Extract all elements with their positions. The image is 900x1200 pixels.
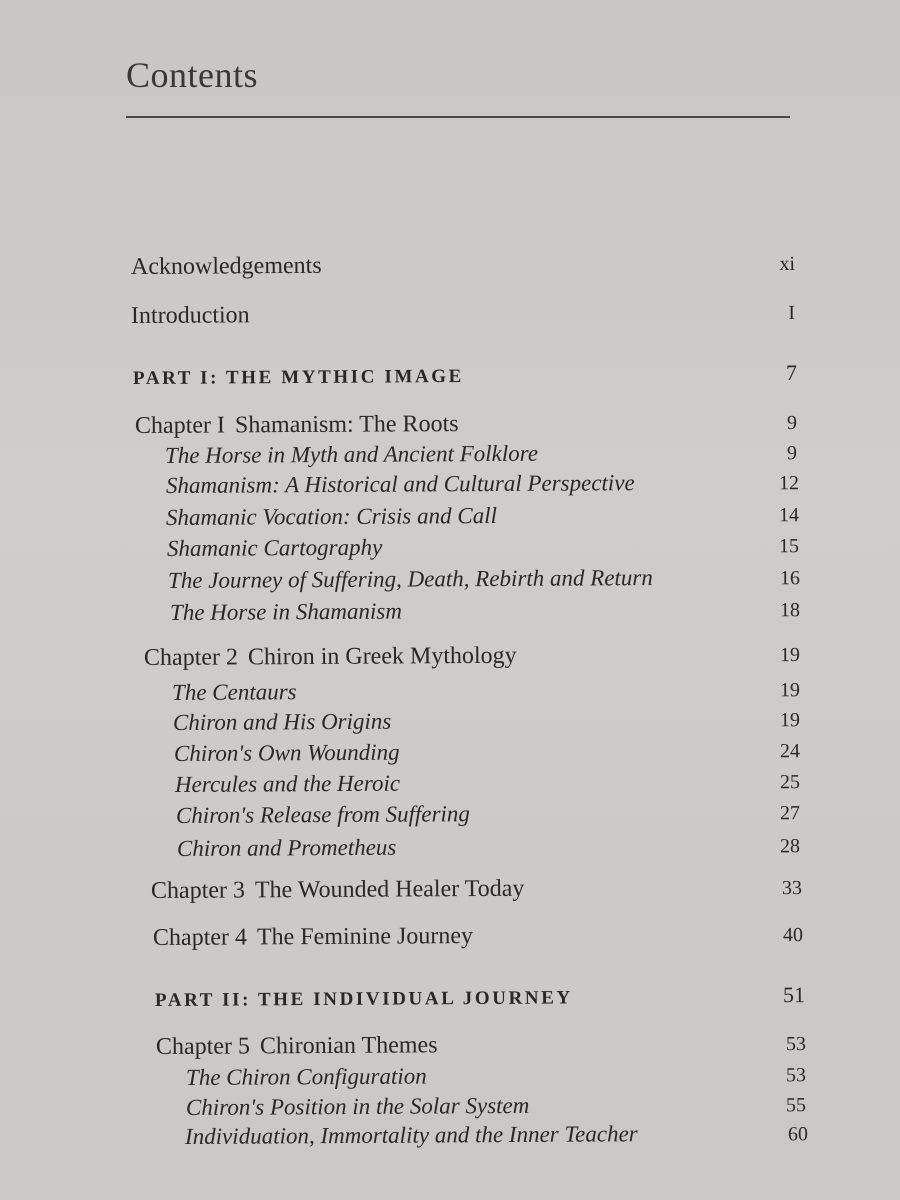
entry-title: Individuation, Immortality and the Inner Teacher	[184, 1121, 638, 1149]
chapter-number: 5	[237, 1033, 251, 1060]
chapter-number: I	[216, 412, 226, 439]
entry-title: Shamanic Cartography	[166, 534, 383, 561]
chapter-number: 3	[232, 877, 246, 904]
entry-title: The Journey of Suffering, Death, Rebirth and Return	[167, 565, 653, 593]
page-number: 19	[779, 643, 801, 667]
entry-title: Chiron's Own Wounding	[173, 739, 400, 766]
entry-title: Chiron and Prometheus	[176, 834, 397, 861]
part-heading	[133, 360, 797, 390]
section-entry	[176, 799, 800, 829]
toc-entry	[131, 250, 795, 281]
title-rule	[126, 116, 790, 118]
chapter-prefix: Chapter	[150, 877, 228, 904]
section-entry	[186, 1091, 806, 1121]
entry-title: Chiron's Release from Suffering	[175, 801, 470, 828]
entry-title	[156, 1032, 438, 1061]
page-number: 53	[785, 1033, 807, 1056]
page-number: 9	[786, 411, 798, 435]
page-number: 40	[782, 924, 804, 947]
page-number: 19	[779, 679, 801, 702]
section-entry	[177, 832, 800, 862]
page-number: 55	[785, 1094, 807, 1117]
chapter-entry	[156, 1030, 806, 1061]
section-entry	[170, 596, 800, 626]
section-entry	[172, 676, 800, 706]
entry-title: PART I: THE MYTHIC IMAGE	[132, 365, 465, 389]
entry-title: PART II: THE INDIVIDUAL JOURNEY	[154, 987, 573, 1011]
entry-title: Shamanic Vocation: Crisis and Call	[165, 502, 498, 530]
entry-title	[144, 643, 517, 672]
page-number: 19	[779, 709, 801, 732]
section-entry	[167, 532, 799, 562]
entry-title: Chiron's Position in the Solar System	[185, 1092, 530, 1120]
entry-title: Hercules and the Heroic	[174, 770, 401, 797]
page-number: 28	[779, 835, 801, 858]
chapter-title: The Feminine Journey	[256, 923, 474, 951]
page-number: 25	[779, 771, 801, 794]
page-number: xi	[779, 252, 796, 276]
entry-title: The Chiron Configuration	[185, 1063, 427, 1090]
section-entry	[173, 706, 800, 736]
page-number: 53	[785, 1064, 807, 1087]
page-number: 16	[779, 567, 801, 590]
page-number: 24	[779, 740, 801, 763]
section-entry	[174, 737, 800, 767]
section-entry	[175, 768, 800, 798]
entry-title: The Horse in Shamanism	[169, 598, 402, 625]
page-number: 18	[779, 599, 801, 622]
toc-entry	[131, 299, 795, 330]
page-number: 9	[786, 442, 798, 465]
chapter-prefix: Chapter	[152, 924, 230, 951]
chapter-title: Chironian Themes	[259, 1032, 438, 1060]
page-number: 14	[778, 504, 800, 527]
entry-title	[153, 923, 473, 952]
chapter-title: Shamanism: The Roots	[234, 411, 459, 439]
entry-title: The Horse in Myth and Ancient Folklore	[164, 440, 539, 468]
section-entry	[186, 1061, 806, 1091]
entry-title: The Centaurs	[171, 679, 297, 705]
section-entry	[168, 564, 800, 594]
section-entry	[165, 439, 797, 469]
part-heading	[155, 982, 805, 1012]
page-number: 7	[785, 359, 798, 386]
chapter-number: 2	[225, 644, 239, 671]
chapter-prefix: Chapter	[155, 1033, 233, 1060]
page-number: I	[788, 301, 796, 324]
page-title: Contents	[126, 55, 259, 95]
page-number: 27	[779, 802, 801, 825]
page-number: 51	[782, 982, 806, 1008]
section-entry	[166, 469, 799, 499]
page-number: 33	[781, 877, 803, 900]
page-number: 12	[778, 472, 800, 495]
chapter-number: 4	[234, 924, 248, 951]
chapter-entry	[135, 409, 797, 440]
chapter-entry	[144, 641, 800, 672]
chapter-entry	[153, 921, 803, 952]
entry-title	[135, 411, 459, 440]
section-entry	[166, 501, 799, 531]
chapter-prefix: Chapter	[143, 644, 221, 671]
entry-title: Shamanism: A Historical and Cultural Perspective	[165, 470, 635, 498]
entry-title: Chiron and His Origins	[172, 708, 392, 735]
entry-title: Acknowledgements	[130, 252, 322, 280]
chapter-prefix: Chapter	[134, 412, 212, 439]
chapter-title: The Wounded Healer Today	[254, 875, 525, 904]
page-number: 60	[787, 1123, 809, 1146]
entry-title: Introduction	[130, 302, 250, 329]
entry-title	[151, 876, 525, 905]
chapter-entry	[151, 874, 802, 905]
chapter-title: Chiron in Greek Mythology	[247, 642, 517, 671]
page-number: 15	[778, 535, 800, 558]
section-entry	[185, 1120, 808, 1150]
